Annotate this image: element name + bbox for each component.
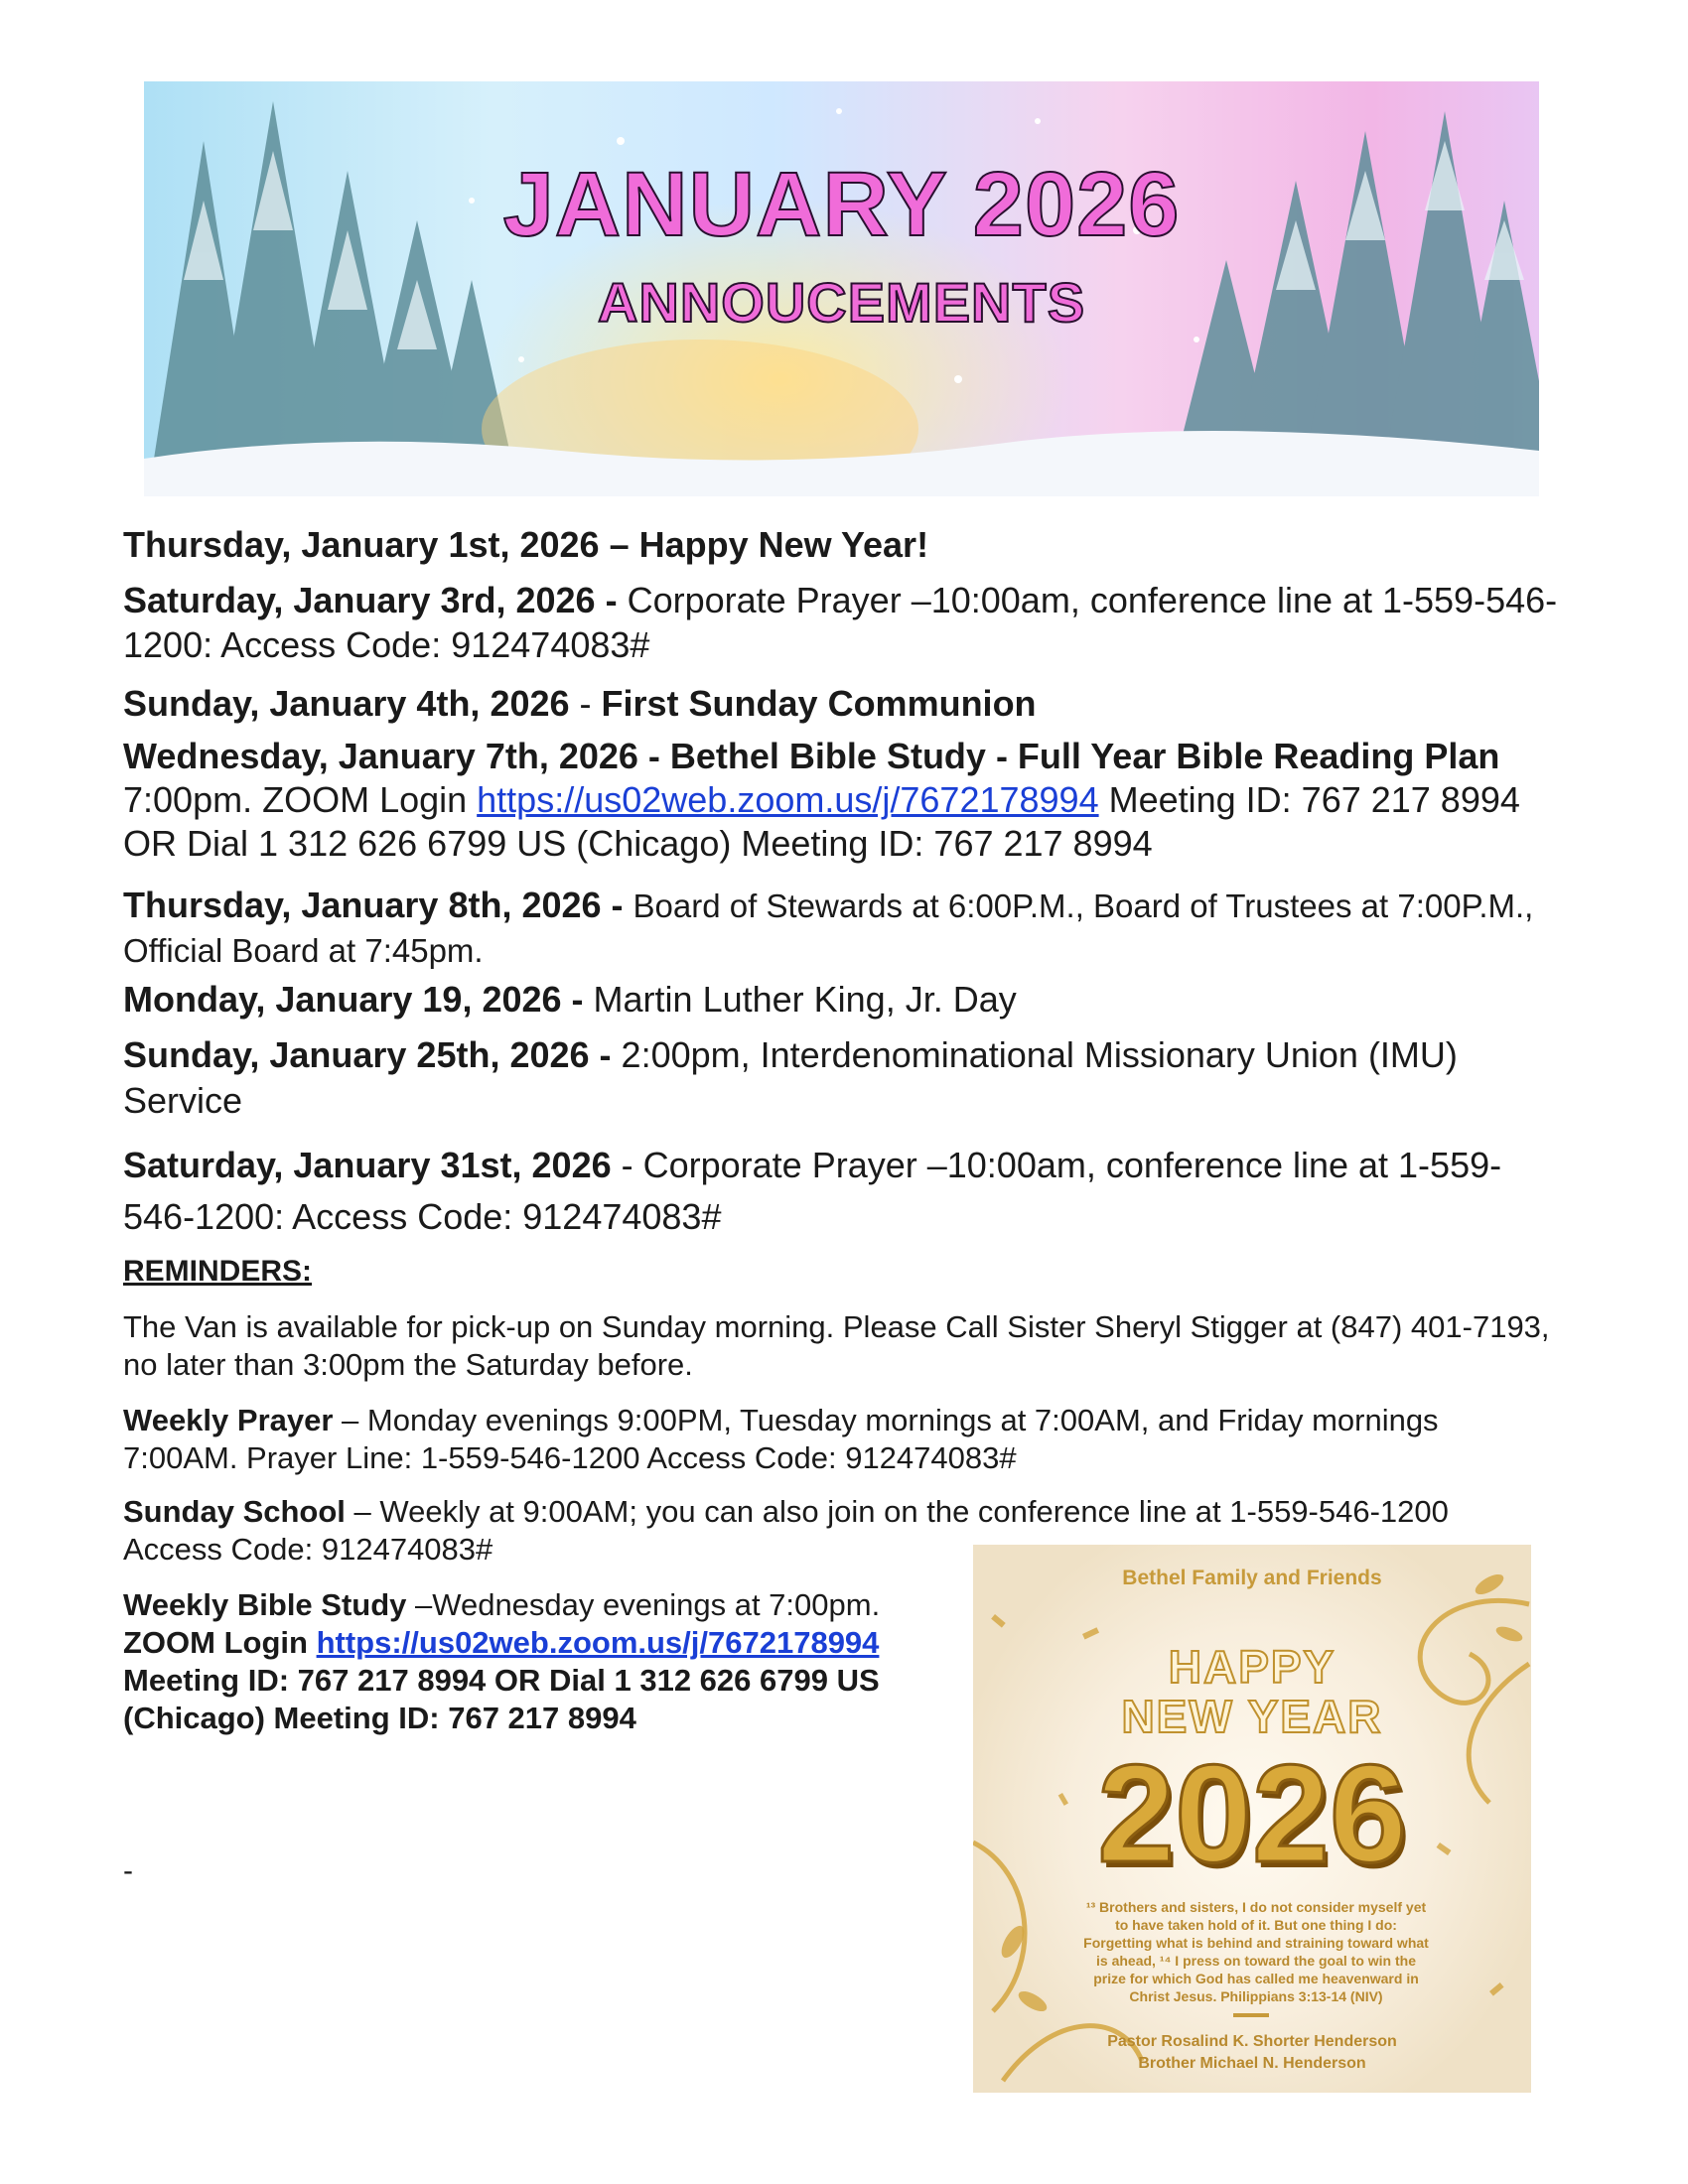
banner-title: JANUARY 2026 (502, 154, 1181, 255)
card-happy: HAPPY (1168, 1641, 1336, 1693)
zoom-link[interactable]: https://us02web.zoom.us/j/7672178994 (477, 779, 1099, 820)
announcement-jan-8 (123, 884, 1573, 973)
announcement-jan-19 (123, 977, 1573, 1022)
announcement-jan-31 (123, 1140, 1573, 1243)
zoom-label: ZOOM Login (123, 1625, 317, 1660)
reminder-text: –Wednesday evenings at 7:00pm. (406, 1587, 881, 1622)
banner-subtitle: ANNOUCEMENTS (597, 271, 1086, 334)
reminder-text: – Weekly at 9:00AM; you can also join on the conference line at 1-559-546-1200 Access Code: 912474083# (123, 1494, 1449, 1567)
announcement-separator: - (561, 979, 594, 1020)
announcement-date: Saturday, January 3rd, 2026 (123, 580, 596, 620)
reminder-bible-study (123, 1586, 947, 1737)
new-year-card (973, 1545, 1531, 2093)
announcement-separator: - (601, 885, 633, 925)
announcement-text: Board of Stewards at 6:00P.M., Board of Trustees at 7:00P.M., Official Board at 7:45pm. (123, 887, 1534, 969)
card-year: 2026 (1097, 1735, 1407, 1891)
zoom-meeting-info: Meeting ID: 767 217 8994 OR Dial 1 312 626 6799 US (Chicago) Meeting ID: 767 217 8994 (123, 1663, 880, 1735)
announcement-jan-7 (123, 735, 1573, 866)
reminder-label: Weekly Bible Study (123, 1587, 407, 1622)
announcement-text: Corporate Prayer –10:00am, conference line at 1-559-546-1200: Access Code: 912474083# (123, 580, 1558, 665)
announcement-jan-25 (123, 1032, 1573, 1124)
announcement-text: First Sunday Communion (601, 683, 1037, 724)
announcement-date: Saturday, January 31st, 2026 (123, 1145, 612, 1185)
announcement-date: Sunday, January 25th, 2026 (123, 1034, 590, 1075)
announcement-date: Thursday, January 1st, 2026 – Happy New Year! (123, 524, 929, 565)
card-pastor: Pastor Rosalind K. Shorter Henderson (1107, 2033, 1397, 2050)
reminder-van-text: The Van is available for pick-up on Sunday morning. Please Call Sister Sheryl Stigger at (847) 401-7193, no later than 3:00pm the Saturday before. (123, 1309, 1550, 1382)
reminder-van (123, 1308, 1583, 1384)
card-new-year: NEW YEAR (1121, 1691, 1383, 1742)
announcement-date: Monday, January 19, 2026 (123, 979, 562, 1020)
header-banner (144, 81, 1539, 496)
card-verse: ¹³ Brothers and sisters, I do not consider myself yet to have taken hold of it. But one thing I do: Forgetting what is behind and straining toward what is ahead, ¹⁴ I press on toward the goal to win the prize for which God has called me heavenward in Christ Jesus. Philippians 3:13-14 (NIV) (1083, 1899, 1429, 2004)
announcement-date: Sunday, January 4th, 2026 (123, 683, 570, 724)
reminder-label: Weekly Prayer (123, 1403, 334, 1437)
reminder-label: Sunday School (123, 1494, 346, 1529)
announcement-text: 7:00pm. ZOOM Login (123, 779, 478, 820)
announcement-separator: - (611, 1145, 643, 1185)
announcement-jan-4 (123, 681, 1573, 726)
announcement-separator: - (589, 1034, 622, 1075)
card-divider (1233, 2013, 1269, 2017)
trailing-dash: - (123, 1854, 133, 1887)
announcement-text-post: Meeting ID: 767 217 8994 OR Dial 1 312 626 6799 US (Chicago) Meeting ID: 767 217 8994 (123, 779, 1520, 864)
announcement-text: Corporate Prayer –10:00am, conference line at 1-559-546-1200: Access Code: 912474083# (123, 1145, 1502, 1237)
announcement-jan-3 (123, 578, 1573, 667)
card-brother: Brother Michael N. Henderson (1138, 2055, 1366, 2072)
zoom-link[interactable]: https://us02web.zoom.us/j/7672178994 (316, 1625, 880, 1660)
announcement-date: Wednesday, January 7th, 2026 - Bethel Bible Study - Full Year Bible Reading Plan (123, 736, 1500, 776)
reminder-text: – Monday evenings 9:00PM, Tuesday mornings at 7:00AM, and Friday mornings 7:00AM. Prayer Line: 1-559-546-1200 Access Code: 912474083# (123, 1403, 1439, 1475)
card-header: Bethel Family and Friends (1122, 1567, 1382, 1589)
announcement-jan-1 (123, 522, 1573, 567)
reminders-heading: REMINDERS: (123, 1255, 313, 1288)
announcement-text: Martin Luther King, Jr. Day (593, 979, 1017, 1020)
announcement-date: Thursday, January 8th, 2026 (123, 885, 602, 925)
announcement-separator: - (595, 580, 628, 620)
reminder-weekly-prayer (123, 1402, 1553, 1477)
announcement-separator: - (569, 683, 602, 724)
announcement-text: 2:00pm, Interdenominational Missionary Union (IMU) Service (123, 1034, 1458, 1121)
